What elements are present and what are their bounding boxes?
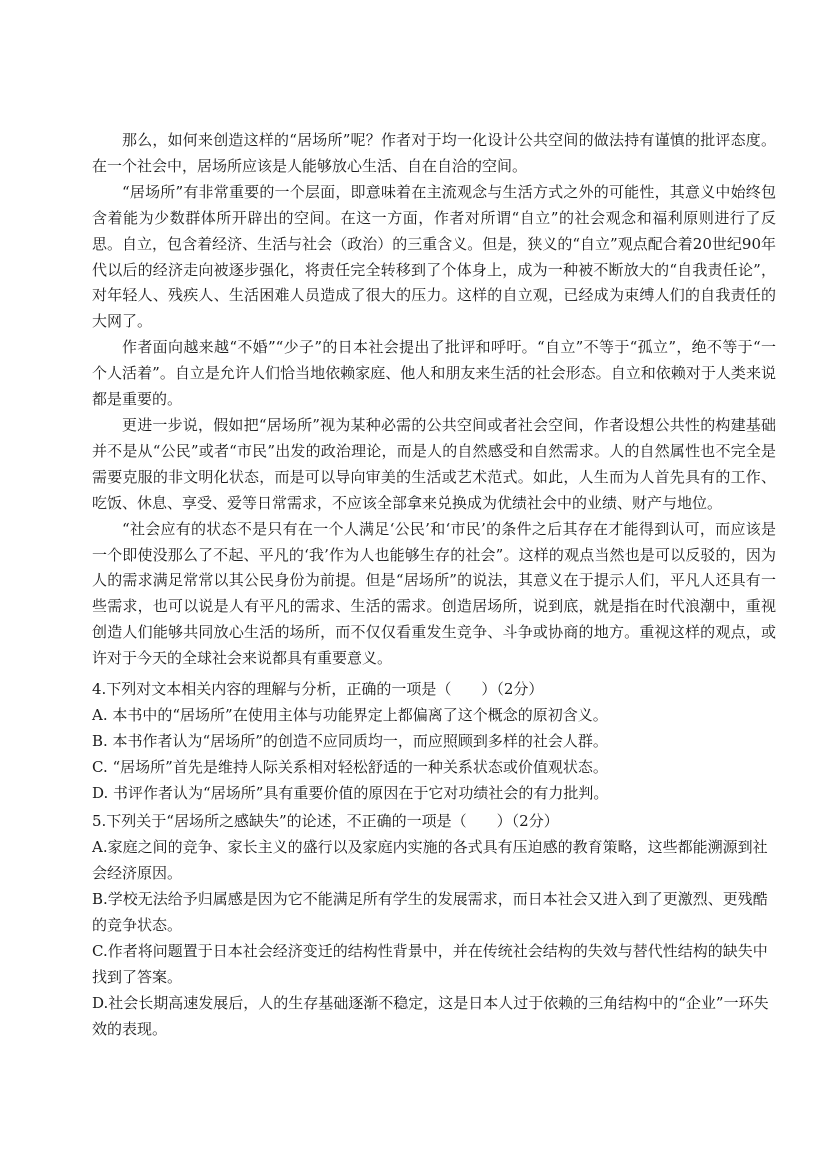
reading-passage <box>92 128 776 672</box>
option-b: B.学校无法给予归属感是因为它不能满足所有学生的发展需求，而日本社会又进入到了更激烈、更残酷的竞争状态。 <box>92 890 768 935</box>
question-stem: 5.下列关于“居场所之感缺失”的论述，不正确的一项是（ ）（2分） <box>92 812 559 831</box>
passage-paragraph: “居场所”有非常重要的一个层面，即意味着在主流观念与生活方式之外的可能性，其意义中始终包含着能为少数群体所开辟出的空间。在这一方面，作者对所谓“自立”的社会观念和福利原则进行了反思。自立，包含着经济、生活与社会（政治）的三重含义。但是，狭义的“自立”观点配合着20世纪90年代以后的经济走向被逐步强化，将责任完全转移到了个体身上，成为一种被不断放大的“自我责任论”，对年轻人、残疾人、生活困难人员造成了很大的压力。这样的自立观，已经成为束缚人们的自我责任的大网了。 <box>92 182 776 331</box>
passage-paragraph: 那么，如何来创造这样的“居场所”呢？作者对于均一化设计公共空间的做法持有谨慎的批评态度。在一个社会中，居场所应该是人能够放心生活、自在自洽的空间。 <box>92 131 776 175</box>
option-d: D. 书评作者认为“居场所”具有重要价值的原因在于它对功绩社会的有力批判。 <box>92 784 609 803</box>
passage-paragraph: 更进一步说，假如把“居场所”视为某种必需的公共空间或者社会空间，作者设想公共性的构建基础并不是从“公民”或者“市民”出发的政治理论，而是人的自然感受和自然需求。人的自然属性也不完全是需要克服的非文明化状态，而是可以导向审美的生活或艺术范式。如此，人生而为人首先具有的工作、吃饭、休息、享受、爱等日常需求，不应该全部拿来兑换成为优绩社会中的业绩、财产与地位。 <box>92 415 776 512</box>
option-c: C. “居场所”首先是维持人际关系相对轻松舒适的一种关系状态或价值观状态。 <box>92 758 608 777</box>
option-c: C.作者将问题置于日本社会经济变迁的结构性背景中，并在传统社会结构的失效与替代性结构的缺失中找到了答案。 <box>92 942 768 987</box>
option-a: A. 本书中的“居场所”在使用主体与功能界定上都偏离了这个概念的原初含义。 <box>92 706 608 725</box>
passage-paragraph: “社会应有的状态不是只有在一个人满足‘公民’和‘市民’的条件之后其存在才能得到认可，而应该是一个即使没那么了不起、平凡的‘我’作为人也能够生存的社会”。这样的观点当然也是可以反驳的，因为人的需求满足常常以其公民身份为前提。但是“居场所”的说法，其意义在于提示人们，平凡人还具有一些需求，也可以说是人有平凡的需求、生活的需求。创造居场所，说到底，就是指在时代浪潮中，重视创造人们能够共同放心生活的场所，而不仅仅看重发生竞争、斗争或协商的地方。重视这样的观点，或许对于今天的全球社会来说都具有重要意义。 <box>92 519 776 668</box>
option-b: B. 本书作者认为“居场所”的创造不应同质均一，而应照顾到多样的社会人群。 <box>92 732 608 751</box>
passage-paragraph: 作者面向越来越“不婚”“少子”的日本社会提出了批评和呼吁。“自立”不等于“孤立”，绝不等于“一个人活着”。自立是允许人们恰当地依赖家庭、他人和朋友来生活的社会形态。自立和依赖对于人类来说都是重要的。 <box>92 338 776 409</box>
option-a: A.家庭之间的竞争、家长主义的盛行以及家庭内实施的各式具有压迫感的教育策略，这些都能溯源到社会经济原因。 <box>92 838 768 883</box>
option-d: D.社会长期高速发展后，人的生存基础逐渐不稳定，这是日本人过于依赖的三角结构中的“企业”一环失效的表现。 <box>92 994 769 1039</box>
question-stem: 4.下列对文本相关内容的理解与分析，正确的一项是（ ）（2分） <box>92 680 544 699</box>
question-4 <box>92 676 776 806</box>
question-5 <box>92 808 776 1042</box>
